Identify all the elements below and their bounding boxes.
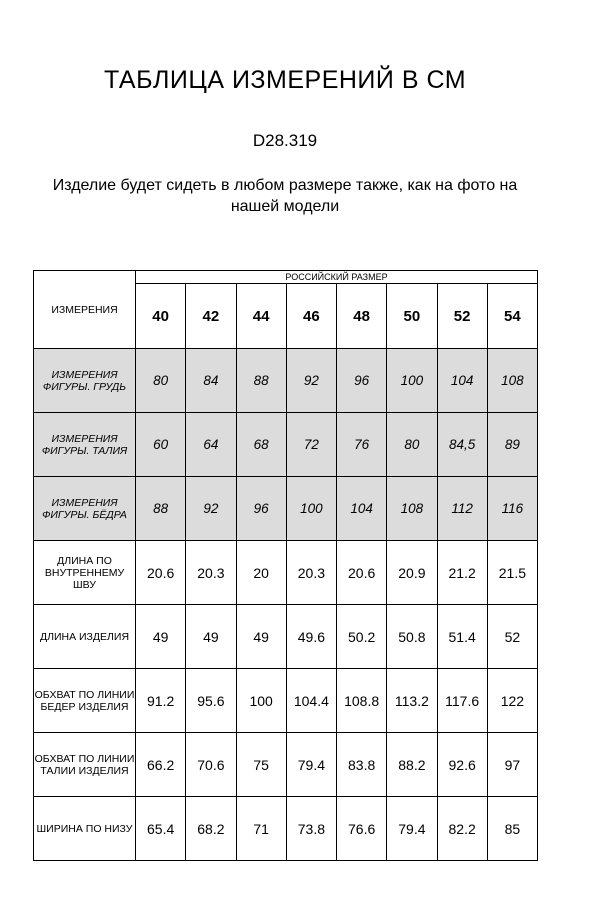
value-cell: 100 — [387, 349, 437, 413]
value-cell: 20.9 — [387, 541, 437, 605]
value-cell: 113.2 — [387, 669, 437, 733]
value-cell: 20.6 — [136, 541, 186, 605]
value-cell: 88 — [136, 477, 186, 541]
value-cell: 89 — [487, 413, 537, 477]
value-cell: 71 — [236, 797, 286, 861]
value-cell: 116 — [487, 477, 537, 541]
row-label: ДЛИНА ПО ВНУТРЕННЕМУ ШВУ — [34, 541, 136, 605]
value-cell: 108 — [487, 349, 537, 413]
size-cell: 42 — [186, 284, 236, 349]
row-label: ОБХВАТ ПО ЛИНИИ БЕДЕР ИЗДЕЛИЯ — [34, 669, 136, 733]
table-row — [34, 477, 538, 541]
measure-header: ИЗМЕРЕНИЯ — [34, 271, 136, 349]
value-cell: 79.4 — [286, 733, 336, 797]
table-row — [34, 669, 538, 733]
value-cell: 100 — [236, 669, 286, 733]
table-row — [34, 605, 538, 669]
value-cell: 104 — [437, 349, 487, 413]
value-cell: 100 — [286, 477, 336, 541]
value-cell: 20.3 — [286, 541, 336, 605]
value-cell: 49.6 — [286, 605, 336, 669]
value-cell: 21.5 — [487, 541, 537, 605]
row-label: ИЗМЕРЕНИЯ ФИГУРЫ. БЁДРА — [34, 477, 136, 541]
value-cell: 75 — [236, 733, 286, 797]
value-cell: 68.2 — [186, 797, 236, 861]
value-cell: 70.6 — [186, 733, 236, 797]
value-cell: 83.8 — [337, 733, 387, 797]
row-label: ШИРИНА ПО НИЗУ — [34, 797, 136, 861]
value-cell: 96 — [337, 349, 387, 413]
value-cell: 80 — [387, 413, 437, 477]
value-cell: 95.6 — [186, 669, 236, 733]
value-cell: 96 — [236, 477, 286, 541]
size-table — [33, 270, 538, 861]
value-cell: 73.8 — [286, 797, 336, 861]
value-cell: 104 — [337, 477, 387, 541]
value-cell: 64 — [186, 413, 236, 477]
value-cell: 92.6 — [437, 733, 487, 797]
table-row — [34, 797, 538, 861]
row-label: ИЗМЕРЕНИЯ ФИГУРЫ. ГРУДЬ — [34, 349, 136, 413]
value-cell: 68 — [236, 413, 286, 477]
value-cell: 80 — [136, 349, 186, 413]
size-cell: 48 — [337, 284, 387, 349]
value-cell: 72 — [286, 413, 336, 477]
value-cell: 92 — [186, 477, 236, 541]
value-cell: 49 — [136, 605, 186, 669]
value-cell: 76 — [337, 413, 387, 477]
value-cell: 50.2 — [337, 605, 387, 669]
value-cell: 79.4 — [387, 797, 437, 861]
value-cell: 97 — [487, 733, 537, 797]
value-cell: 85 — [487, 797, 537, 861]
value-cell: 49 — [186, 605, 236, 669]
value-cell: 49 — [236, 605, 286, 669]
value-cell: 51.4 — [437, 605, 487, 669]
value-cell: 20.6 — [337, 541, 387, 605]
table-row — [34, 541, 538, 605]
value-cell: 20 — [236, 541, 286, 605]
value-cell: 104.4 — [286, 669, 336, 733]
value-cell: 88.2 — [387, 733, 437, 797]
value-cell: 76.6 — [337, 797, 387, 861]
value-cell: 82.2 — [437, 797, 487, 861]
value-cell: 66.2 — [136, 733, 186, 797]
row-label: ОБХВАТ ПО ЛИНИИ ТАЛИИ ИЗДЕЛИЯ — [34, 733, 136, 797]
size-cell: 50 — [387, 284, 437, 349]
value-cell: 108 — [387, 477, 437, 541]
value-cell: 117.6 — [437, 669, 487, 733]
value-cell: 60 — [136, 413, 186, 477]
fit-note: Изделие будет сидеть в любом размере также, как на фото на нашей модели — [52, 177, 518, 215]
table-row — [34, 413, 538, 477]
table-row — [34, 733, 538, 797]
value-cell: 65.4 — [136, 797, 186, 861]
size-cell: 54 — [487, 284, 537, 349]
size-cell: 40 — [136, 284, 186, 349]
value-cell: 88 — [236, 349, 286, 413]
row-label: ИЗМЕРЕНИЯ ФИГУРЫ. ТАЛИЯ — [34, 413, 136, 477]
value-cell: 92 — [286, 349, 336, 413]
size-cell: 46 — [286, 284, 336, 349]
size-group-header: РОССИЙСКИЙ РАЗМЕР — [136, 271, 538, 284]
value-cell: 52 — [487, 605, 537, 669]
value-cell: 122 — [487, 669, 537, 733]
value-cell: 50.8 — [387, 605, 437, 669]
row-label: ДЛИНА ИЗДЕЛИЯ — [34, 605, 136, 669]
value-cell: 84 — [186, 349, 236, 413]
value-cell: 20.3 — [186, 541, 236, 605]
size-cell: 52 — [437, 284, 487, 349]
value-cell: 112 — [437, 477, 487, 541]
table-row — [34, 349, 538, 413]
page-title: ТАБЛИЦА ИЗМЕРЕНИЙ В СМ — [103, 66, 467, 94]
value-cell: 84,5 — [437, 413, 487, 477]
product-code: D28.319 — [252, 131, 318, 150]
value-cell: 108.8 — [337, 669, 387, 733]
value-cell: 21.2 — [437, 541, 487, 605]
value-cell: 91.2 — [136, 669, 186, 733]
size-cell: 44 — [236, 284, 286, 349]
